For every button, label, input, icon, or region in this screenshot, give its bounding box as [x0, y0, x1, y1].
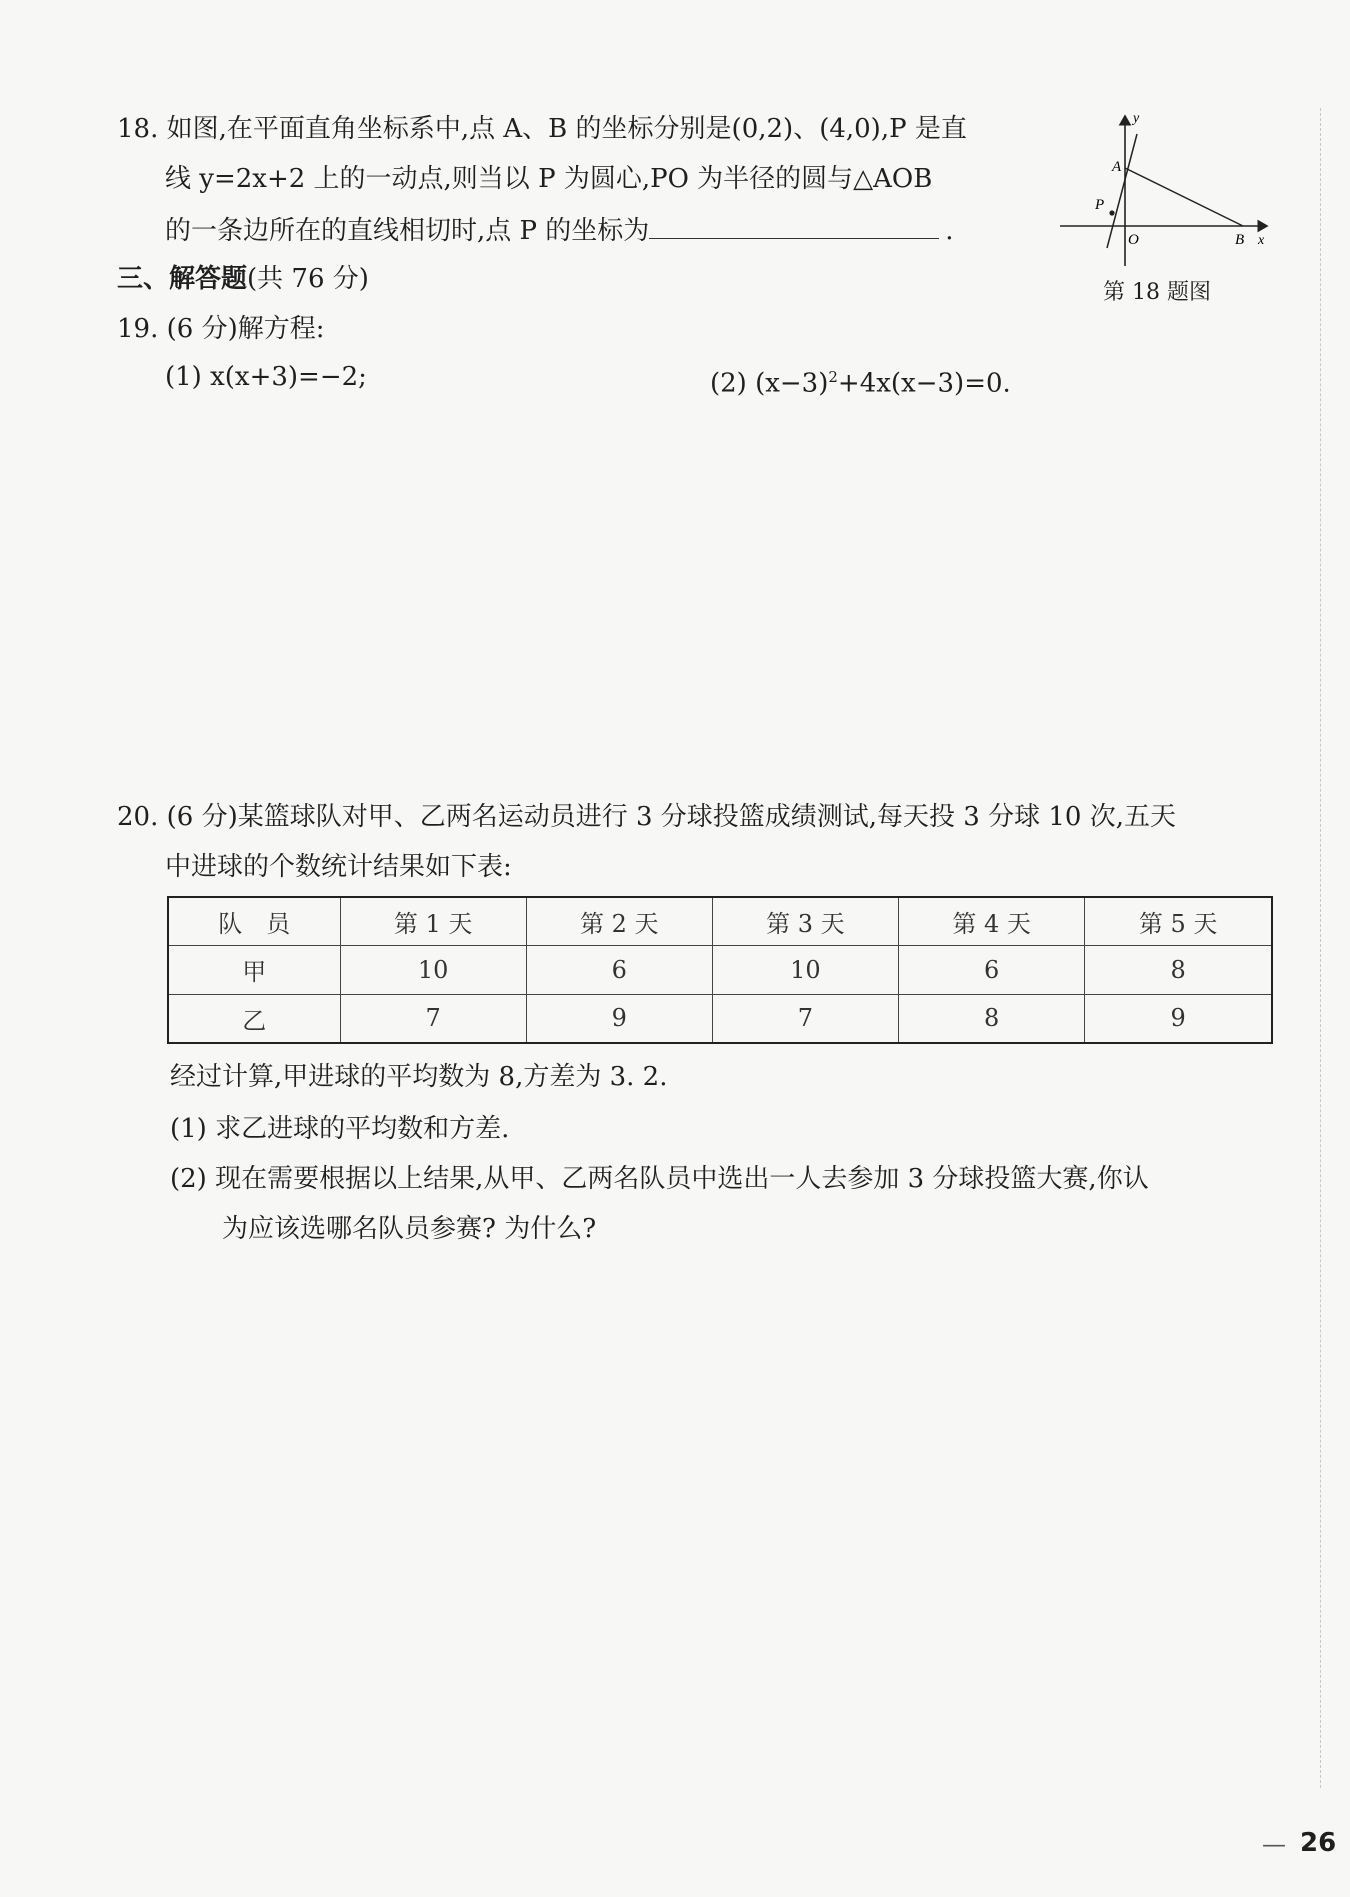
- label-a: A: [1112, 159, 1122, 175]
- table-cell: 6: [526, 946, 712, 994]
- q18-line2: 线 y=2x+2 上的一动点,则当以 P 为圆心,PO 为半径的圆与△AOB: [165, 164, 933, 194]
- table-header-cell: 队 员: [168, 897, 340, 946]
- q20-part1: (1) 求乙进球的平均数和方差.: [170, 1114, 510, 1144]
- figure-18-caption: 第 18 题图: [1103, 280, 1211, 305]
- table-cell: 8: [899, 994, 1085, 1043]
- footer-dash: —: [1262, 1830, 1286, 1858]
- page-number: 26: [1300, 1828, 1337, 1858]
- q19-part2-b: +4x(x−3)=0.: [837, 368, 1011, 399]
- table-cell: 10: [340, 946, 526, 994]
- margin-dashed-line: [1320, 108, 1321, 1788]
- table-row: [168, 994, 1272, 1043]
- q19-title: 19. (6 分)解方程:: [117, 314, 325, 344]
- table-header-cell: 第 2 天: [526, 897, 712, 946]
- table-header-cell: 第 5 天: [1085, 897, 1272, 946]
- point-p: [1109, 210, 1114, 215]
- table-cell: 9: [1085, 994, 1272, 1043]
- table-cell: 10: [712, 946, 898, 994]
- label-p: P: [1095, 197, 1105, 213]
- label-b: B: [1235, 232, 1245, 248]
- score-table: [167, 896, 1273, 1044]
- label-y: y: [1133, 111, 1140, 126]
- section-title: 三、解答题: [117, 264, 248, 294]
- line-y-2x-plus-2: [1107, 134, 1137, 248]
- q20-part2-line1: (2) 现在需要根据以上结果,从甲、乙两名队员中选出一人去参加 3 分球投篮大赛,你认: [170, 1164, 1149, 1194]
- table-cell: 6: [899, 946, 1085, 994]
- q18-line3: [165, 212, 954, 248]
- table-cell: 7: [340, 994, 526, 1043]
- q18-line3-end: .: [945, 216, 954, 246]
- label-x: x: [1258, 233, 1265, 248]
- section-heading: [117, 262, 369, 296]
- label-o: O: [1128, 232, 1139, 248]
- section-score: (共 76 分): [247, 264, 369, 294]
- table-cell: 8: [1085, 946, 1272, 994]
- table-header-cell: 第 3 天: [712, 897, 898, 946]
- table-header-row: [168, 897, 1272, 946]
- q20-line2: 中进球的个数统计结果如下表:: [165, 852, 512, 882]
- q18-answer-blank[interactable]: [649, 212, 939, 239]
- table-row: [168, 946, 1272, 994]
- table-cell: 甲: [168, 946, 340, 994]
- table-cell: 7: [712, 994, 898, 1043]
- table-header-cell: 第 4 天: [899, 897, 1085, 946]
- q20-line1: 20. (6 分)某篮球队对甲、乙两名运动员进行 3 分球投篮成绩测试,每天投 3 分球 10 次,五天: [117, 802, 1176, 832]
- table-header-cell: 第 1 天: [340, 897, 526, 946]
- table-cell: 乙: [168, 994, 340, 1043]
- q19-part2-a: (2) (x−3): [710, 368, 829, 399]
- q19-part1: (1) x(x+3)=−2;: [165, 362, 367, 392]
- q18-line1: 18. 如图,在平面直角坐标系中,点 A、B 的坐标分别是(0,2)、(4,0),P 是直: [117, 114, 967, 144]
- figure-18-coordinate-diagram: [1055, 108, 1280, 273]
- q18-line3-text: 的一条边所在的直线相切时,点 P 的坐标为: [165, 216, 650, 246]
- q19-part2: [710, 360, 1011, 401]
- table-cell: 9: [526, 994, 712, 1043]
- q19-part2-exponent: 2: [828, 368, 838, 386]
- q20-note: 经过计算,甲进球的平均数为 8,方差为 3. 2.: [170, 1062, 668, 1092]
- q20-part2-line2: 为应该选哪名队员参赛? 为什么?: [222, 1214, 597, 1244]
- segment-ab: [1125, 168, 1243, 226]
